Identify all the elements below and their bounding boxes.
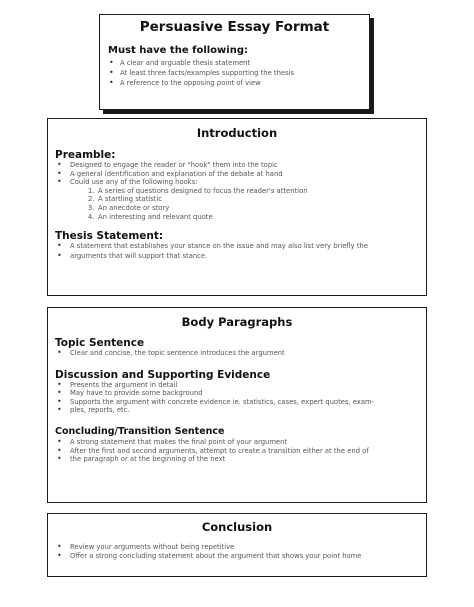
- thesis-text-cont: • arguments that will support that stance.: [48, 252, 426, 261]
- conclusion-list: [48, 543, 426, 560]
- preamble-list: [48, 161, 426, 187]
- numbered-item: 1. A series of questions designed to focus the reader's attention: [88, 186, 308, 195]
- list-item: • A strong statement that makes the final point of your argument: [48, 438, 426, 447]
- hooks-list: [48, 187, 426, 221]
- thesis-heading: Thesis Statement:: [55, 230, 164, 243]
- list-item: • Could use any of the following hooks:: [48, 178, 426, 187]
- format-subhead: Must have the following:: [108, 45, 248, 56]
- body-paragraphs-box: [47, 307, 427, 503]
- list-item: • Designed to engage the reader or "hook" them into the topic: [48, 161, 426, 170]
- concluding-list: [48, 438, 426, 464]
- list-item: • Offer a strong concluding statement about the argument that shows your point home: [48, 552, 426, 561]
- list-item: • At least three facts/examples supporting the thesis: [100, 68, 369, 78]
- format-box: [99, 14, 370, 110]
- conclusion-box: [47, 513, 427, 577]
- list-item: • May have to provide some background: [48, 389, 426, 398]
- list-item-cont: • the paragraph or at the beginning of the next: [48, 455, 426, 464]
- list-item: • A clear and arguable thesis statement: [100, 58, 369, 68]
- format-title: Persuasive Essay Format: [139, 19, 330, 35]
- topic-sentence-heading: Topic Sentence: [55, 337, 145, 349]
- body-title: Body Paragraphs: [181, 315, 293, 329]
- conclusion-title: Conclusion: [201, 520, 273, 534]
- numbered-item: 2. A startling statistic: [88, 195, 162, 204]
- thesis-text: • A statement that establishes your stance on the issue and may also list very briefly the: [48, 242, 426, 251]
- list-item: • Presents the argument in detail: [48, 381, 426, 390]
- numbered-item: 4. An interesting and relevant quote: [88, 212, 213, 221]
- introduction-box: [47, 118, 427, 296]
- discussion-heading: Discussion and Supporting Evidence: [55, 368, 271, 381]
- discussion-list: [48, 381, 426, 415]
- concluding-heading: Concluding/Transition Sentence: [55, 425, 225, 437]
- list-item: • After the first and second arguments, attempt to create a transition either at the end of: [48, 447, 426, 456]
- list-item: • A reference to the opposing point of view: [100, 78, 369, 88]
- preamble-heading: Preamble:: [55, 149, 116, 161]
- list-item-cont: • ples, reports, etc.: [48, 406, 426, 415]
- list-item: • Review your arguments without being repetitive: [48, 543, 426, 552]
- numbered-item: 3. An anecdote or story: [88, 203, 170, 212]
- format-list: [100, 58, 369, 88]
- introduction-title: Introduction: [196, 126, 278, 140]
- list-item: • Supports the argument with concrete evidence ie. statistics, cases, expert quotes, exam-: [48, 398, 426, 407]
- list-item: • A general identification and explanation of the debate at hand: [48, 170, 426, 179]
- list-item: • Clear and concise, the topic sentence introduces the argument: [48, 349, 426, 358]
